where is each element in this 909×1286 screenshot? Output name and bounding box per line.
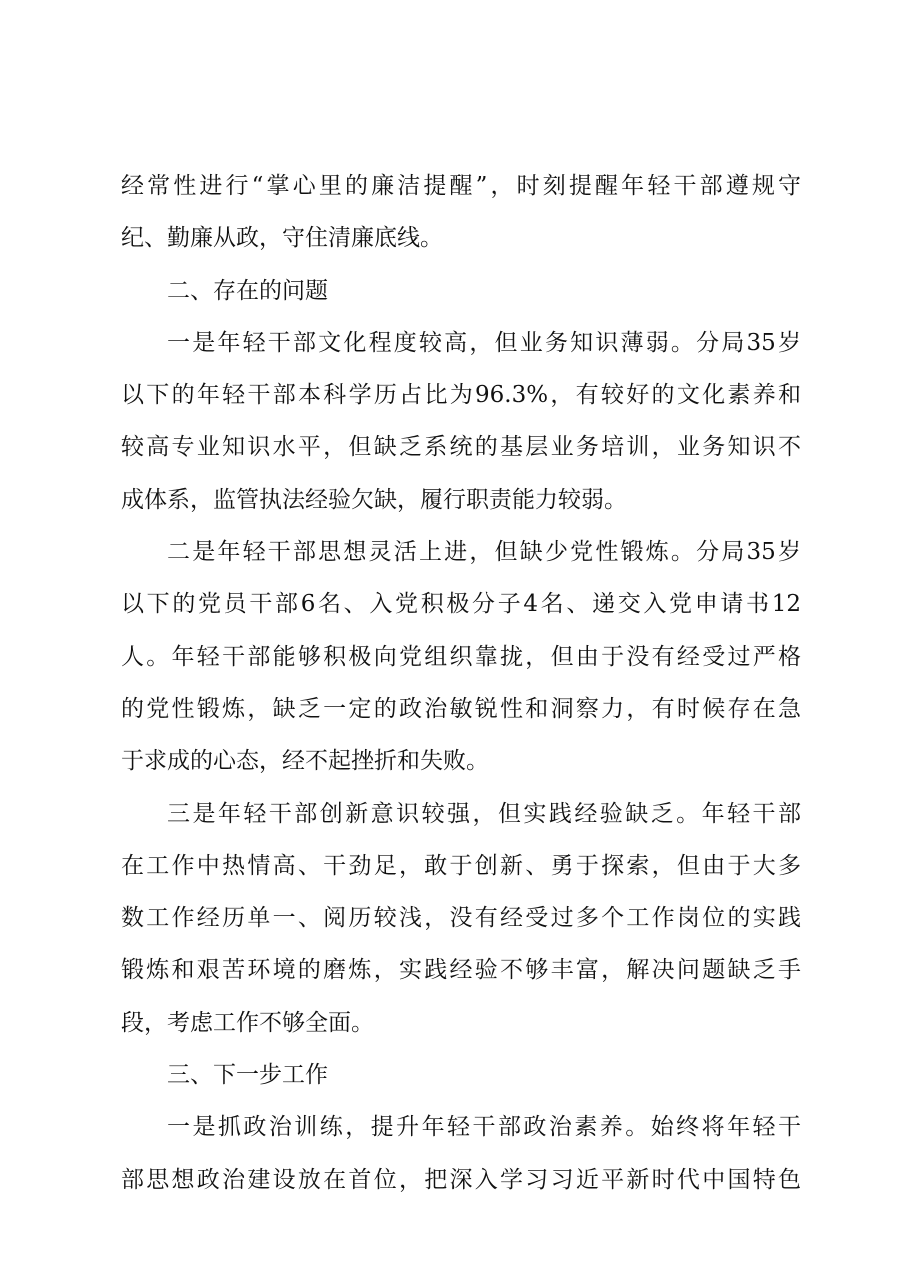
- paragraph-line: 的党性锻炼，缺乏一定的政治敏锐性和洞察力，有时候存在急: [121, 695, 801, 722]
- paragraph-line: 数工作经历单一、阅历较浅，没有经受过多个工作岗位的实践: [121, 905, 801, 932]
- paragraph-line: 三是年轻干部创新意识较强，但实践经验缺乏。年轻干部: [167, 800, 801, 827]
- document-body: [121, 160, 801, 1206]
- paragraph-line: 成体系，监管执法经验欠缺，履行职责能力较弱。: [121, 486, 627, 513]
- paragraph-line: 较高专业知识水平，但缺乏系统的基层业务培训，业务知识不: [121, 434, 801, 461]
- paragraph-line: 二是年轻干部思想灵活上进，但缺少党性锻炼。分局35岁: [167, 539, 801, 566]
- paragraph-line: 以下的党员干部6名、入党积极分子4名、递交入党申请书12: [121, 591, 801, 618]
- paragraph-line: 一是年轻干部文化程度较高，但业务知识薄弱。分局35岁: [167, 329, 801, 356]
- paragraph-line: 在工作中热情高、干劲足，敢于创新、勇于探索，但由于大多: [121, 852, 801, 879]
- paragraph-line: 于求成的心态，经不起挫折和失败。: [121, 748, 489, 775]
- paragraph-line: 以下的年轻干部本科学历占比为96.3%，有较好的文化素养和: [121, 382, 801, 409]
- paragraph-line: 锻炼和艰苦环境的磨炼，实践经验不够丰富，解决问题缺乏手: [121, 957, 801, 984]
- paragraph-line: 经常性进行“掌心里的廉洁提醒”，时刻提醒年轻干部遵规守: [121, 173, 801, 199]
- paragraph-line: 部思想政治建设放在首位，把深入学习习近平新时代中国特色: [121, 1166, 801, 1193]
- paragraph-line: 段，考虑工作不够全面。: [121, 1009, 374, 1036]
- paragraph-line: 纪、勤廉从政，守住清廉底线。: [121, 225, 443, 252]
- paragraph-line: 一是抓政治训练，提升年轻干部政治素养。始终将年轻干: [167, 1114, 801, 1141]
- section-heading: 二、存在的问题: [167, 277, 328, 304]
- section-heading: 三、下一步工作: [167, 1062, 328, 1089]
- paragraph-line: 人。年轻干部能够积极向党组织靠拢，但由于没有经受过严格: [121, 643, 801, 670]
